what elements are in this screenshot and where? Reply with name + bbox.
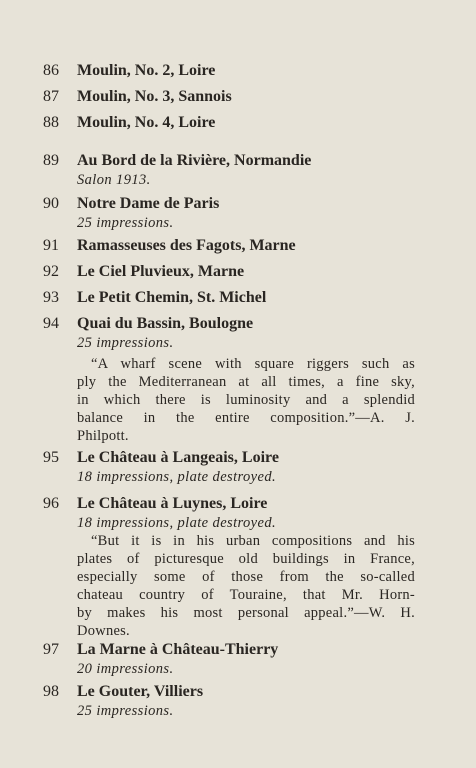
entry-title: Quai du Bassin, Boulogne bbox=[77, 315, 254, 332]
quote-line: chateau country of Touraine, that Mr. Horn- bbox=[77, 587, 415, 603]
entry-number: 89 bbox=[43, 152, 59, 169]
entry-note: 25 impressions. bbox=[77, 215, 174, 231]
quote-line: in which there is luminosity and a splendid bbox=[77, 392, 415, 408]
quote-line: Philpott. bbox=[77, 428, 129, 444]
entry-title: Moulin, No. 4, Loire bbox=[77, 114, 216, 131]
entry-number: 96 bbox=[43, 495, 59, 512]
entry-number: 93 bbox=[43, 289, 59, 306]
entry-title: Le Château à Langeais, Loire bbox=[77, 449, 279, 466]
entry-number: 95 bbox=[43, 449, 59, 466]
entry-number: 88 bbox=[43, 114, 59, 131]
quote-line: by makes his most personal appeal.”—W. H. bbox=[77, 605, 415, 621]
entry-title: Le Château à Luynes, Loire bbox=[77, 495, 268, 512]
entry-number: 91 bbox=[43, 237, 59, 254]
entry-number: 94 bbox=[43, 315, 59, 332]
entry-title: Moulin, No. 3, Sannois bbox=[77, 88, 232, 105]
entry-quote bbox=[77, 355, 415, 445]
entry-title: Le Ciel Pluvieux, Marne bbox=[77, 263, 245, 280]
quote-line: ply the Mediterranean at all times, a fine sky, bbox=[77, 374, 415, 390]
quote-line: especially some of those from the so-called bbox=[77, 569, 415, 585]
entry-note: 18 impressions, plate destroyed. bbox=[77, 469, 276, 485]
quote-line: “But it is in his urban compositions and his bbox=[91, 533, 415, 549]
entry-note: 25 impressions. bbox=[77, 335, 174, 351]
entry-number: 86 bbox=[43, 62, 59, 79]
quote-line: Downes. bbox=[77, 623, 130, 639]
entry-number: 97 bbox=[43, 641, 59, 658]
entry-number: 87 bbox=[43, 88, 59, 105]
entry-note: 20 impressions. bbox=[77, 661, 174, 677]
entry-number: 98 bbox=[43, 683, 59, 700]
entry-title: Ramasseuses des Fagots, Marne bbox=[77, 237, 296, 254]
entry-note: Salon 1913. bbox=[77, 172, 151, 188]
entry-number: 90 bbox=[43, 195, 59, 212]
entry-note: 18 impressions, plate destroyed. bbox=[77, 515, 276, 531]
quote-line: plates of picturesque old buildings in France, bbox=[77, 551, 415, 567]
quote-line: “A wharf scene with square riggers such as bbox=[91, 356, 415, 372]
entry-number: 92 bbox=[43, 263, 59, 280]
entry-title: Le Petit Chemin, St. Michel bbox=[77, 289, 267, 306]
entry-title: Notre Dame de Paris bbox=[77, 195, 220, 212]
quote-line: balance in the entire composition.”—A. J. bbox=[77, 410, 415, 426]
entry-note: 25 impressions. bbox=[77, 703, 174, 719]
entry-quote bbox=[77, 532, 415, 640]
entry-title: Au Bord de la Rivière, Normandie bbox=[77, 152, 312, 169]
entry-title: Le Gouter, Villiers bbox=[77, 683, 204, 700]
entry-title: Moulin, No. 2, Loire bbox=[77, 62, 216, 79]
entry-title: La Marne à Château-Thierry bbox=[77, 641, 279, 658]
